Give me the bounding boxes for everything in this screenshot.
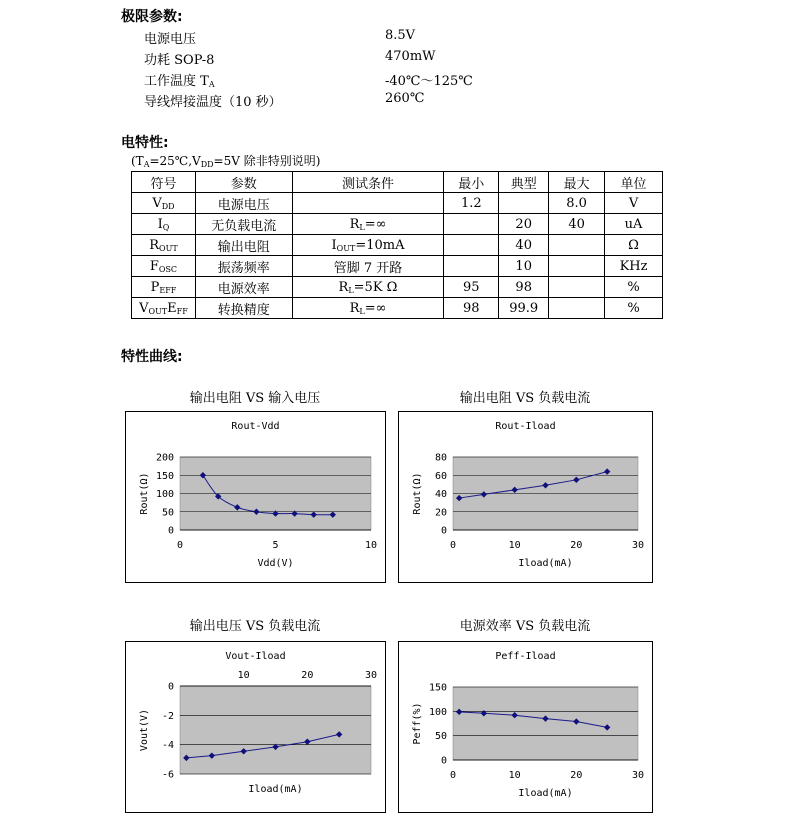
chart-caption: 输出电阻 VS 输入电压: [189, 391, 321, 406]
limit-value: -40℃～125℃: [385, 74, 473, 89]
cond-cell: $R_L=\infty$: [292, 214, 444, 235]
x-tick-label: 10: [508, 770, 521, 781]
plot-area: [453, 687, 638, 760]
cond-cell: $R_L=5K$ Ω: [292, 277, 444, 298]
cond-cell: $R_L=\infty$: [292, 298, 444, 319]
y-tick-label: 80: [434, 452, 447, 464]
typ-cell: 20: [499, 214, 549, 235]
table-row: [132, 298, 663, 319]
min-cell: 1.2: [444, 193, 499, 214]
chart-caption: 电源效率 VS 负载电流: [459, 619, 591, 634]
x-tick-label: 30: [364, 670, 378, 681]
chart-vout-iload: [125, 641, 386, 813]
x-tick-label: 5: [272, 540, 279, 551]
x-tick-label: 20: [570, 770, 583, 781]
table-header-cell: 符号: [132, 172, 196, 193]
limit-name: 导线焊接温度（10 秒）: [144, 95, 282, 110]
y-tick-label: 100: [155, 489, 174, 500]
limits-heading: 极限参数:: [121, 9, 183, 25]
y-tick-label: 50: [434, 731, 447, 743]
y-tick-label: -4: [161, 740, 174, 752]
chart-caption: 输出电阻 VS 负载电流: [459, 391, 591, 406]
unit-cell: %: [605, 277, 663, 298]
typ-cell: [499, 193, 549, 214]
max-cell: 8.0: [549, 193, 605, 214]
max-cell: 40: [549, 214, 605, 235]
table-header-cell: 最小: [444, 172, 499, 193]
unit-cell: uA: [605, 214, 663, 235]
table-row: [132, 277, 663, 298]
chart-title: Rout-Vdd: [231, 421, 280, 432]
y-tick-label: 50: [161, 507, 174, 519]
symbol-cell: $I_Q$: [132, 214, 196, 235]
symbol-cell: $V_{OUT}E_{FF}$: [132, 298, 196, 319]
symbol-cell: $V_{DD}$: [132, 193, 196, 214]
x-axis-label: Iload(mA): [518, 788, 573, 799]
typ-cell: 98: [499, 277, 549, 298]
param-cell: 输出电阻: [195, 235, 292, 256]
table-row: [132, 214, 663, 235]
x-axis-label: Vdd(V): [257, 558, 294, 569]
chart-title: Vout-Iload: [225, 651, 286, 662]
unit-cell: %: [605, 298, 663, 319]
symbol-cell: $F_{OSC}$: [132, 256, 196, 277]
table-row: [132, 235, 663, 256]
unit-cell: Ω: [605, 235, 663, 256]
y-tick-label: 0: [167, 525, 174, 537]
x-tick-label: 0: [176, 540, 184, 551]
min-cell: 95: [444, 277, 499, 298]
typ-cell: 40: [499, 235, 549, 256]
limit-value: 8.5V: [385, 28, 416, 43]
param-cell: 电源效率: [195, 277, 292, 298]
limit-name: 功耗 SOP-8: [144, 53, 215, 68]
y-tick-label: 0: [440, 525, 447, 537]
unit-cell: KHz: [605, 256, 663, 277]
unit-cell: V: [605, 193, 663, 214]
table-header-cell: 参数: [195, 172, 292, 193]
x-tick-label: 10: [237, 670, 250, 681]
chart-title: Rout-Iload: [495, 421, 556, 432]
param-cell: 无负载电流: [195, 214, 292, 235]
y-tick-label: -6: [161, 769, 174, 781]
max-cell: [549, 235, 605, 256]
x-tick-label: 0: [449, 540, 457, 551]
max-cell: [549, 256, 605, 277]
chart-rout-iload: [398, 411, 653, 583]
chart-peff-iload: [398, 641, 653, 813]
x-axis-label: Iload(mA): [518, 558, 573, 569]
y-axis-label: Peff(%): [412, 702, 423, 745]
x-tick-label: 0: [449, 770, 457, 781]
y-tick-label: 200: [155, 452, 174, 464]
chart-title: Peff-Iload: [495, 651, 556, 662]
y-tick-label: 40: [434, 489, 447, 500]
electrical-heading: 电特性:: [121, 135, 169, 151]
x-tick-label: 30: [631, 770, 645, 781]
electrical-note: ($T_A=25℃,V_{DD}=5V$ 除非特别说明): [131, 154, 321, 169]
chart-caption: 输出电压 VS 负载电流: [189, 619, 321, 634]
typ-cell: 99.9: [499, 298, 549, 319]
y-tick-label: 60: [434, 470, 447, 482]
limit-value: 470mW: [385, 49, 436, 64]
table-header-cell: 最大: [549, 172, 605, 193]
y-tick-label: 150: [155, 470, 174, 482]
param-cell: 电源电压: [195, 193, 292, 214]
max-cell: [549, 277, 605, 298]
limit-name: 电源电压: [144, 32, 197, 47]
y-tick-label: 100: [428, 706, 447, 718]
table-row: [132, 256, 663, 277]
y-tick-label: 20: [434, 507, 447, 519]
x-tick-label: 30: [631, 540, 645, 551]
x-tick-label: 10: [364, 540, 378, 551]
x-tick-label: 20: [301, 670, 314, 681]
y-tick-label: 0: [167, 681, 174, 693]
symbol-cell: $R_{OUT}$: [132, 235, 196, 256]
table-row: [132, 193, 663, 214]
table-header-cell: 测试条件: [292, 172, 444, 193]
chart-rout-vdd: [125, 411, 386, 583]
electrical-table: [131, 171, 663, 319]
max-cell: [549, 298, 605, 319]
curves-heading: 特性曲线:: [121, 349, 183, 365]
y-axis-label: Rout(Ω): [139, 472, 150, 515]
param-cell: 振荡频率: [195, 256, 292, 277]
y-axis-label: Rout(Ω): [412, 472, 423, 515]
limit-name: 工作温度 $T_A$: [144, 74, 215, 89]
table-header-cell: 典型: [499, 172, 549, 193]
cond-cell: 管脚 7 开路: [292, 256, 444, 277]
table-header-row: [132, 172, 663, 193]
y-tick-label: 150: [428, 682, 447, 694]
y-tick-label: -2: [161, 710, 174, 722]
typ-cell: 10: [499, 256, 549, 277]
y-tick-label: 0: [440, 755, 447, 767]
plot-area: [180, 686, 371, 774]
param-cell: 转换精度: [195, 298, 292, 319]
cond-cell: $I_{OUT}=10mA$: [292, 235, 444, 256]
limit-value: 260℃: [385, 91, 425, 106]
min-cell: [444, 214, 499, 235]
y-axis-label: Vout(V): [139, 708, 150, 752]
cond-cell: [292, 193, 444, 214]
x-tick-label: 10: [508, 540, 521, 551]
x-axis-label: Iload(mA): [248, 784, 303, 795]
min-cell: [444, 235, 499, 256]
x-tick-label: 20: [570, 540, 583, 551]
min-cell: 98: [444, 298, 499, 319]
min-cell: [444, 256, 499, 277]
table-header-cell: 单位: [605, 172, 663, 193]
symbol-cell: $P_{EFF}$: [132, 277, 196, 298]
